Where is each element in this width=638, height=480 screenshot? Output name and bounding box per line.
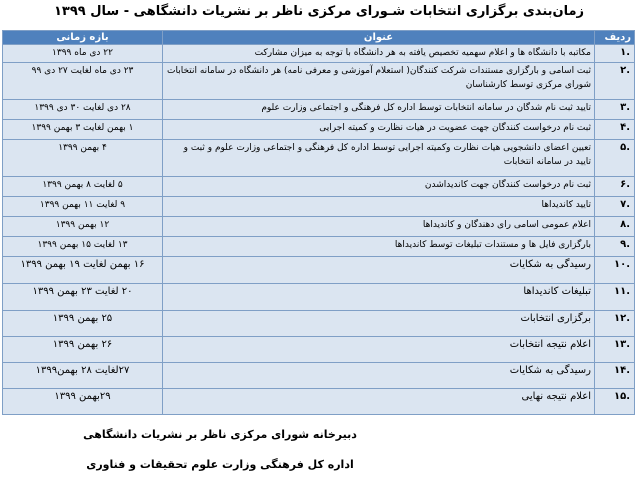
row-period: ۱ بهمن لغایت ۳ بهمن ۱۳۹۹ (3, 120, 163, 140)
table-row (3, 197, 635, 217)
table-row (3, 389, 635, 415)
row-number: .۱۴ (595, 363, 635, 389)
row-subject: تایید کاندیداها (163, 197, 595, 217)
table-row (3, 311, 635, 337)
page-title: زمان‌بندی برگزاری انتخابات شـورای مرکزی ناظر بر نشریات دانشگاهی - سال ۱۳۹۹ (53, 4, 585, 19)
row-period: ۲۹بهمن ۱۳۹۹ (3, 389, 163, 415)
row-period: ۹ لغایت ۱۱ بهمن ۱۳۹۹ (3, 197, 163, 217)
row-subject: اعلام نتیجه انتخابات (163, 337, 595, 363)
row-number: .۳ (595, 100, 635, 120)
table-row (3, 284, 635, 311)
row-period: ۵ لغایت ۸ بهمن ۱۳۹۹ (3, 177, 163, 197)
table-row (3, 63, 635, 100)
row-period: ۱۳ لغایت ۱۵ بهمن ۱۳۹۹ (3, 237, 163, 257)
table-row (3, 45, 635, 63)
row-subject: ثبت نام درخواست کنندگان جهت کاندیداشدن (163, 177, 595, 197)
table-row (3, 177, 635, 197)
row-number: .۸ (595, 217, 635, 237)
row-subject: تعیین اعضای دانشجویی هیات نظارت وکمیته اجرایی توسط اداره کل فرهنگی و اجتماعی وزارت علوم و ثبت و تایید در سامانه انتخابات (163, 140, 595, 177)
table-row (3, 237, 635, 257)
row-subject: اعلام نتیجه نهایی (163, 389, 595, 415)
footer-secretariat: دبیرخانه شورای مرکزی ناظر بر نشریات دانشگاهی (83, 428, 357, 441)
row-subject: اعلام عمومی اسامی رای دهندگان و کاندیداها (163, 217, 595, 237)
row-period: ۱۶ بهمن لغایت ۱۹ بهمن ۱۳۹۹ (3, 257, 163, 284)
row-subject: ثبت اسامی و بارگزاری مستندات شرکت کنندگان( استعلام آموزشی و معرفی نامه) هر دانشگاه در سامانه انتخابات شورای مرکزی توسط کارشناسان (163, 63, 595, 100)
row-number: .۱۳ (595, 337, 635, 363)
table-row (3, 120, 635, 140)
row-subject: بارگزاری فایل ها و مستندات تبلیغات توسط کاندیداها (163, 237, 595, 257)
table-row (3, 337, 635, 363)
table-row (3, 140, 635, 177)
row-number: .۷ (595, 197, 635, 217)
row-period: ۲۳ دی ماه لغایت ۲۷ دی ۹۹ (3, 63, 163, 100)
row-number: .۱ (595, 45, 635, 63)
row-period: ۲۷لغایت ۲۸ بهمن۱۳۹۹ (3, 363, 163, 389)
row-subject: تبلیغات کاندیداها (163, 284, 595, 311)
header-subject: عنوان (163, 31, 595, 45)
row-number: .۱۵ (595, 389, 635, 415)
row-period: ۲۸ دی لغایت ۳۰ دی ۱۳۹۹ (3, 100, 163, 120)
table-row (3, 100, 635, 120)
row-period: ۲۶ بهمن ۱۳۹۹ (3, 337, 163, 363)
footer-department: اداره کل فرهنگی وزارت علوم تحقیقات و فناوری (86, 458, 354, 471)
row-period: ۲۲ دی ماه ۱۳۹۹ (3, 45, 163, 63)
row-number: .۱۰ (595, 257, 635, 284)
row-number: .۲ (595, 63, 635, 100)
table-row (3, 217, 635, 237)
schedule-table (2, 30, 635, 415)
row-period: ۴ بهمن ۱۳۹۹ (3, 140, 163, 177)
row-number: .۱۱ (595, 284, 635, 311)
row-subject: رسیدگی به شکایات (163, 363, 595, 389)
table-row (3, 363, 635, 389)
row-number: .۹ (595, 237, 635, 257)
row-number: .۱۲ (595, 311, 635, 337)
row-period: ۲۰ لغایت ۲۳ بهمن ۱۳۹۹ (3, 284, 163, 311)
row-period: ۲۵ بهمن ۱۳۹۹ (3, 311, 163, 337)
header-period: بازه زمانی (3, 31, 163, 45)
row-subject: رسیدگی به شکایات (163, 257, 595, 284)
table-header-row (3, 31, 635, 45)
row-number: .۵ (595, 140, 635, 177)
row-period: ۱۲ بهمن ۱۳۹۹ (3, 217, 163, 237)
row-number: .۶ (595, 177, 635, 197)
row-subject: ثبت نام درخواست کنندگان جهت عضویت در هیات نظارت و کمیته اجرایی (163, 120, 595, 140)
row-subject: برگزاری انتخابات (163, 311, 595, 337)
row-subject: مکاتبه با دانشگاه ها و اعلام سهمیه تخصیص یافته به هر دانشگاه با توجه به میزان مشارکت (163, 45, 595, 63)
row-subject: تایید ثبت نام شدگان در سامانه انتخابات توسط اداره کل فرهنگی و اجتماعی وزارت علوم (163, 100, 595, 120)
header-row-number: ردیف (595, 31, 635, 45)
row-number: .۴ (595, 120, 635, 140)
table-row (3, 257, 635, 284)
